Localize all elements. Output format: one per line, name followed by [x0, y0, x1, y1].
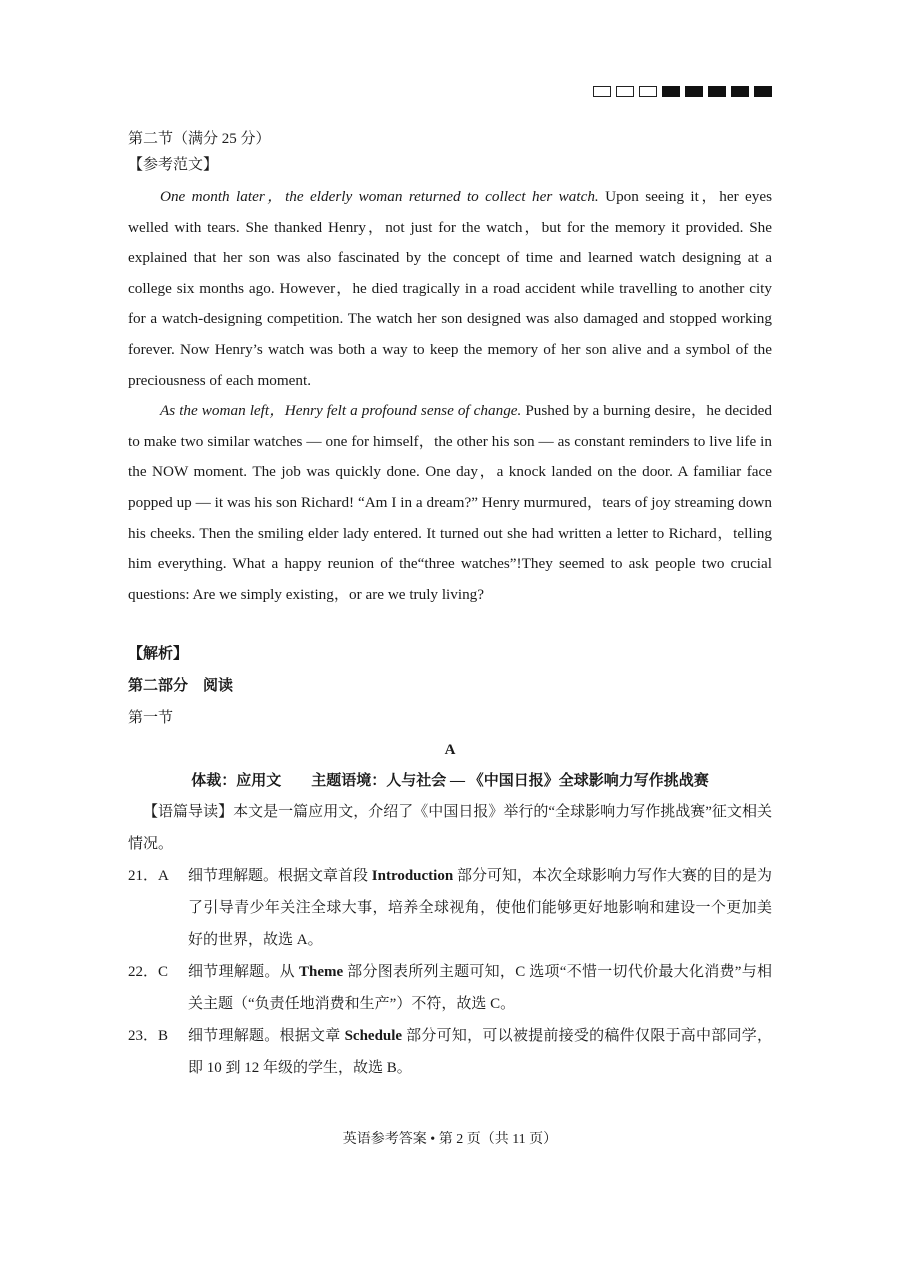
paragraph-1-text: Upon seeing it，her eyes welled with tears. She thanked Henry，not just for the watch，but for the memory it provided. She explained that her son was also fascinated by the concept of time and learned watch designing at a college six months ago. However，he died tragically in a road accident while travelling to another city for a watch-designing competition. The watch her son designed was also damaged and stopped working forever. Now Henry’s watch was both a way to keep the memory of her son alive and a symbol of the preciousness of each moment.	[128, 188, 772, 389]
paragraph-1-lead: One month later，the elderly woman returned to collect her watch.	[160, 188, 599, 205]
sample-essay-label: 【参考范文】	[128, 157, 219, 173]
part-label: 第二部分 阅读	[128, 678, 234, 695]
essay-paragraph-2	[128, 396, 772, 610]
header-box-marks	[593, 86, 772, 97]
passage-guide	[128, 796, 772, 860]
theme-text: 主题语境：人与社会 — 《中国日报》全球影响力写作挑战赛	[311, 773, 709, 790]
keyword: Introduction	[371, 868, 454, 885]
genre-text: 体裁：应用文	[191, 773, 282, 790]
passage-letter: A	[444, 742, 456, 759]
page-content	[128, 126, 772, 1084]
page-footer: 英语参考答案 • 第 2 页（共 11 页）	[342, 1132, 558, 1147]
keyword: Schedule	[344, 1028, 403, 1045]
guide-text: 本文是一篇应用文，介绍了《中国日报》举行的“全球影响力写作挑战赛”征文相关情况。	[128, 804, 772, 853]
question-explanation: 细节理解题。根据文章 Schedule 部分可知，可以被提前接受的稿件仅限于高中部同学，即 10 到 12 年级的学生，故选 B。	[188, 1028, 772, 1077]
section1-label: 第一节	[128, 710, 174, 727]
open-box-mark	[639, 86, 657, 97]
section-title: 第二节（满分 25 分）	[128, 131, 271, 147]
question-item	[128, 956, 772, 1020]
filled-box-mark	[708, 86, 726, 97]
analysis-label: 【解析】	[128, 646, 189, 663]
question-number: 22．C	[128, 964, 169, 981]
open-box-mark	[616, 86, 634, 97]
question-item	[128, 860, 772, 956]
question-explanation: 细节理解题。从 Theme 部分图表所列主题可知，C 选项“不惜一切代价最大化消费”与相关主题（“负责任地消费和生产”）不符，故选 C。	[188, 964, 772, 1013]
genre-theme-line	[128, 766, 772, 796]
filled-box-mark	[685, 86, 703, 97]
open-box-mark	[593, 86, 611, 97]
filled-box-mark	[731, 86, 749, 97]
paragraph-2-text: Pushed by a burning desire，he decided to make two similar watches — one for himself，the other his son — as constant reminders to live life in the NOW moment. The job was quickly done. One day，a knock landed on the door. A familiar face popped up — it was his son Richard! “Am I in a dream?” Henry murmured，tears of joy streaming down his cheeks. Then the smiling elder lady entered. It turned out she had written a letter to Richard，telling him everything. What a happy reunion of the“three watches”!They seemed to ask people two crucial questions: Are we simply existing，or are we truly living?	[128, 402, 772, 603]
keyword: Theme	[298, 964, 344, 981]
question-item	[128, 1020, 772, 1084]
essay-paragraph-1	[128, 182, 772, 396]
guide-label: 【语篇导读】	[143, 804, 234, 821]
question-number: 21．A	[128, 868, 169, 885]
filled-box-mark	[754, 86, 772, 97]
question-number: 23．B	[128, 1028, 169, 1045]
paragraph-2-lead: As the woman left，Henry felt a profound sense of change.	[160, 402, 522, 420]
filled-box-mark	[662, 86, 680, 97]
question-explanation: 细节理解题。根据文章首段 Introduction 部分可知，本次全球影响力写作大赛的目的是为了引导青少年关注全球大事，培养全球视角，使他们能够更好地影响和建设一个更加美好的世界，故选 A。	[188, 868, 772, 949]
